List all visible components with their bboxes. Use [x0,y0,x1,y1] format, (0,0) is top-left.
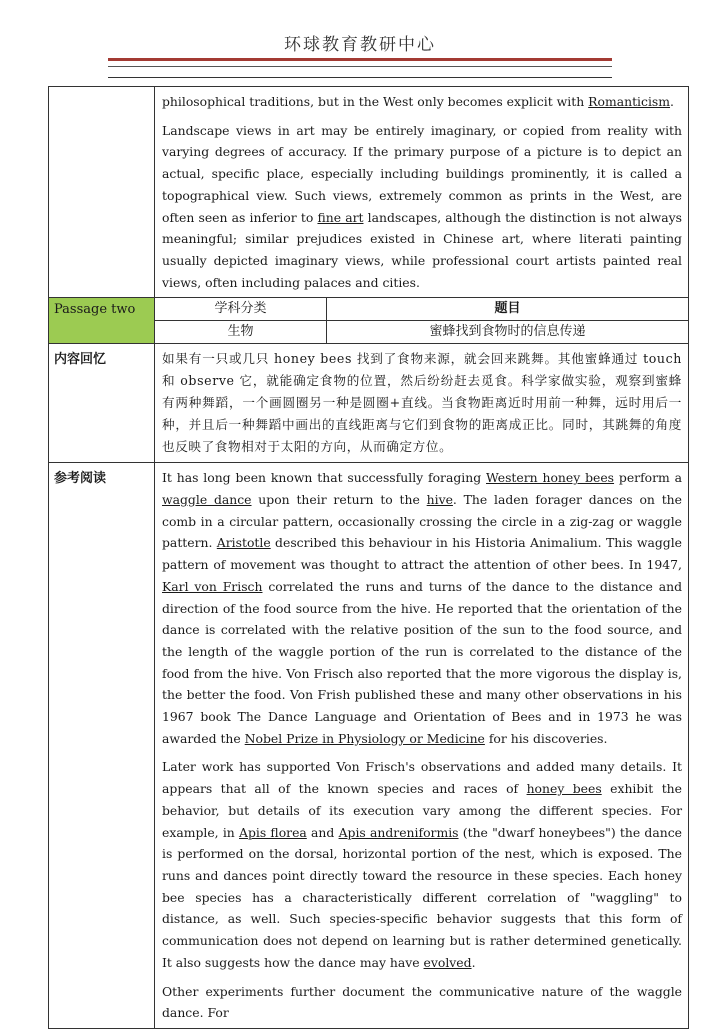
intro-p2-b: landscapes, although the distinction is not always meaningful; similar prejudices existed in Chinese art, where literati painting usually depicted imaginary views, while professional court artists painted real views, often including palaces and cities. [162,209,682,290]
link-western-honey-bees[interactable]: Western honey bees [486,470,615,486]
header-rule-gray [108,66,612,67]
subject-category-header: 学科分类 [155,298,327,320]
link-nobel-prize[interactable]: Nobel Prize in Physiology or Medicine [244,730,485,746]
intro-paragraph-1 [162,91,682,113]
reading-p1-e: described this behaviour in his Historia Animalium. This waggle pattern of movement was thought to attract the attention of other bees. In 1947, [162,535,683,573]
reading-p1-d: . The laden forager dances on the comb in a circular pattern, occasionally crossing the circle in a zig-zag or waggle pattern. [162,492,682,551]
header-rule-red [108,58,612,61]
intro-paragraph-2 [162,120,682,294]
link-evolved[interactable]: evolved [423,954,472,970]
intro-line-1: philosophical traditions, but in the West only becomes explicit with [162,94,585,109]
link-romanticism[interactable]: Romanticism [588,94,671,109]
content-table [48,86,689,1029]
topic-header: 题目 [494,301,521,317]
intro-line-1-end: . [670,94,674,109]
recall-label: 内容回忆 [49,344,155,462]
passage-row [49,298,688,344]
reading-label: 参考阅读 [49,463,155,1028]
passage-subtable-header [155,298,688,321]
intro-text-cell [155,87,688,297]
link-waggle-dance[interactable]: waggle dance [162,492,252,508]
reading-p1-c: upon their return to the [251,492,427,508]
passage-label: Passage two [49,298,155,343]
subject-category-value: 生物 [155,321,327,343]
reading-paragraph-1 [162,467,682,749]
link-aristotle[interactable]: Aristotle [216,535,271,551]
reading-p1-a: It has long been known that successfully foraging [162,470,487,486]
reading-p2-e: . [471,954,476,970]
topic-value: 蜜蜂找到食物时的信息传递 [429,324,586,340]
reading-p2-c: and [306,824,339,840]
passage-subtable-values [155,321,688,343]
intro-label-cell [49,87,155,297]
link-honey-bees[interactable]: honey bees [526,781,602,797]
link-karl-von-frisch[interactable]: Karl von Frisch [162,578,263,594]
passage-subtable [155,298,688,343]
reading-p2-b: exhibit the behavior, but details of its execution vary among the different species. For example, in [162,781,682,840]
header-rule-thin [108,77,612,78]
reading-p1-g: for his discoveries. [484,730,608,746]
reading-row [49,463,688,1028]
link-fine-art[interactable]: fine art [317,209,364,225]
recall-row [49,344,688,463]
intro-p2-a: Landscape views in art may be entirely imaginary, or copied from reality with varying degrees of accuracy. If the primary purpose of a picture is to depict an actual, specific place, especially including buildings prominently, it is called a topographical view. Such views, extremely common as prints in the West, are often seen as inferior to [162,122,682,225]
reading-p2-d: (the "dwarf honeybees") the dance is performed on the dorsal, horizontal portion of the nest, which is exposed. The runs and dances point directly toward the resource in these species. Each honey bee species has a characteristically different correlation of "waggling" to distance, as well. Such species-specific behavior suggests that this form of communication does not depend on learning but is rather determined genetically. It also suggests how the dance may have [162,824,682,970]
link-apis-florea[interactable]: Apis florea [239,824,307,840]
reading-paragraph-3: Other experiments further document the communicative nature of the waggle dance. For [162,983,682,1021]
reading-p2-a: Later work has supported Von Frisch's observations and added many details. It appears that all of the known species and races of [162,759,682,797]
intro-row [49,87,688,298]
reading-paragraph-2 [162,756,682,973]
reading-p1-b: perform a [614,470,683,486]
link-hive[interactable]: hive [426,492,453,508]
page-header-title: 环球教育教研中心 [284,35,436,55]
recall-text: 如果有一只或几只 honey bees 找到了食物来源，就会回来跳舞。其他蜜蜂通过 touch 和 observe 它，就能确定食物的位置，然后纷纷赶去觅食。科学家做实验，观察到蜜蜂有两种舞蹈，一个画圆圈另一种是圆圈+直线。当食物距离近时用前一种舞，远时用后一种，并且后一种舞蹈中画出的直线距离与它们到食物的距离成正比。同时，其跳舞的角度也反映了食物相对于太阳的方向，从而确定方位。 [162,351,682,455]
reading-text-cell [155,463,688,1028]
link-apis-andreniformis[interactable]: Apis andreniformis [338,824,459,840]
reading-p1-f: correlated the runs and turns of the dance to the distance and direction of the food source from the hive. He reported that the orientation of the dance is correlated with the relative position of the sun to the food source, and the length of the waggle portion of the run is correlated to the distance of the food from the hive. Von Frisch also reported that the more vigorous the display is, the better the food. Von Frish published these and many other observations in his 1967 book The Dance Language and Orientation of Bees and in 1973 he was awarded the [162,578,682,746]
